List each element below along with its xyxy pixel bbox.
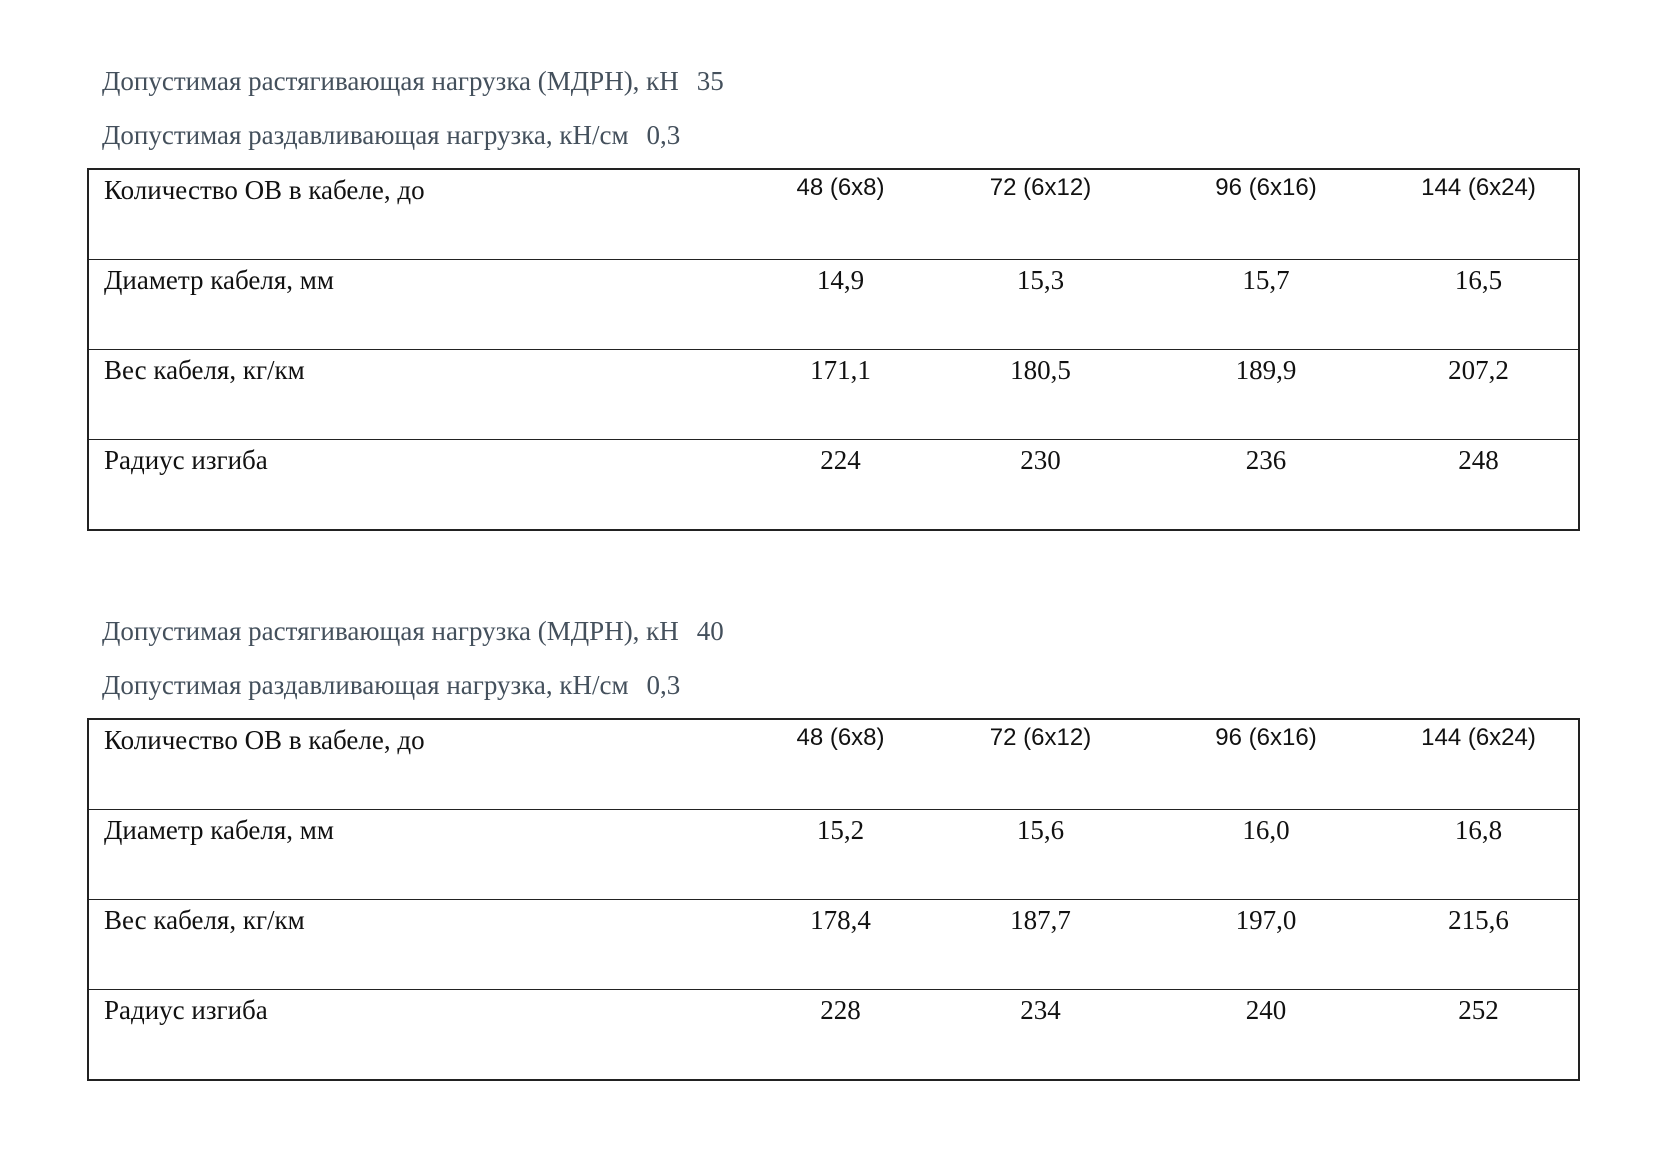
tensile-load-label: Допустимая растягивающая нагрузка (МДРН), кН [102,66,679,96]
crush-load-value: 0,3 [646,120,681,150]
row-label: Вес кабеля, кг/км [88,350,753,440]
table-row-fiber-count [88,169,1579,260]
cell-value: 180,5 [928,350,1153,440]
cell-value: 15,7 [1153,260,1379,350]
crush-load-label: Допустимая раздавливающая нагрузка, кН/см [102,120,629,150]
cell-value: 236 [1153,440,1379,531]
cell-value: 240 [1153,990,1379,1081]
table-row-diameter [88,260,1579,350]
spec-table [87,718,1580,1081]
tensile-load-line [102,618,724,645]
row-label: Диаметр кабеля, мм [88,810,753,900]
cell-value: 215,6 [1379,900,1579,990]
cell-value: 72 (6х12) [928,719,1153,810]
cell-value: 189,9 [1153,350,1379,440]
tensile-load-value: 40 [696,616,724,646]
cell-value: 171,1 [753,350,928,440]
row-label: Вес кабеля, кг/км [88,900,753,990]
cell-value: 16,5 [1379,260,1579,350]
cell-value: 187,7 [928,900,1153,990]
cell-value: 96 (6х16) [1153,719,1379,810]
cell-value: 144 (6х24) [1379,719,1579,810]
cell-value: 178,4 [753,900,928,990]
cell-value: 72 (6х12) [928,169,1153,260]
cell-value: 48 (6х8) [753,169,928,260]
cell-value: 96 (6х16) [1153,169,1379,260]
tensile-load-line [102,68,724,95]
cell-value: 15,3 [928,260,1153,350]
crush-load-label: Допустимая раздавливающая нагрузка, кН/см [102,670,629,700]
table-row-diameter [88,810,1579,900]
cell-value: 207,2 [1379,350,1579,440]
cell-value: 230 [928,440,1153,531]
crush-load-line [102,122,680,149]
row-label: Количество ОВ в кабеле, до [88,719,753,810]
row-label: Диаметр кабеля, мм [88,260,753,350]
crush-load-value: 0,3 [646,670,681,700]
cell-value: 228 [753,990,928,1081]
cell-value: 224 [753,440,928,531]
row-label: Радиус изгиба [88,440,753,531]
table-row-weight [88,350,1579,440]
table-row-bend-radius [88,440,1579,531]
tensile-load-value: 35 [696,66,724,96]
cell-value: 252 [1379,990,1579,1081]
table-row-weight [88,900,1579,990]
tensile-load-label: Допустимая растягивающая нагрузка (МДРН), кН [102,616,679,646]
cell-value: 197,0 [1153,900,1379,990]
table-row-fiber-count [88,719,1579,810]
cell-value: 144 (6х24) [1379,169,1579,260]
table-row-bend-radius [88,990,1579,1081]
cell-value: 16,0 [1153,810,1379,900]
cell-value: 15,6 [928,810,1153,900]
row-label: Количество ОВ в кабеле, до [88,169,753,260]
crush-load-line [102,672,680,699]
cell-value: 16,8 [1379,810,1579,900]
cell-value: 234 [928,990,1153,1081]
cell-value: 248 [1379,440,1579,531]
cell-value: 14,9 [753,260,928,350]
cell-value: 48 (6х8) [753,719,928,810]
spec-table [87,168,1580,531]
cell-value: 15,2 [753,810,928,900]
row-label: Радиус изгиба [88,990,753,1081]
